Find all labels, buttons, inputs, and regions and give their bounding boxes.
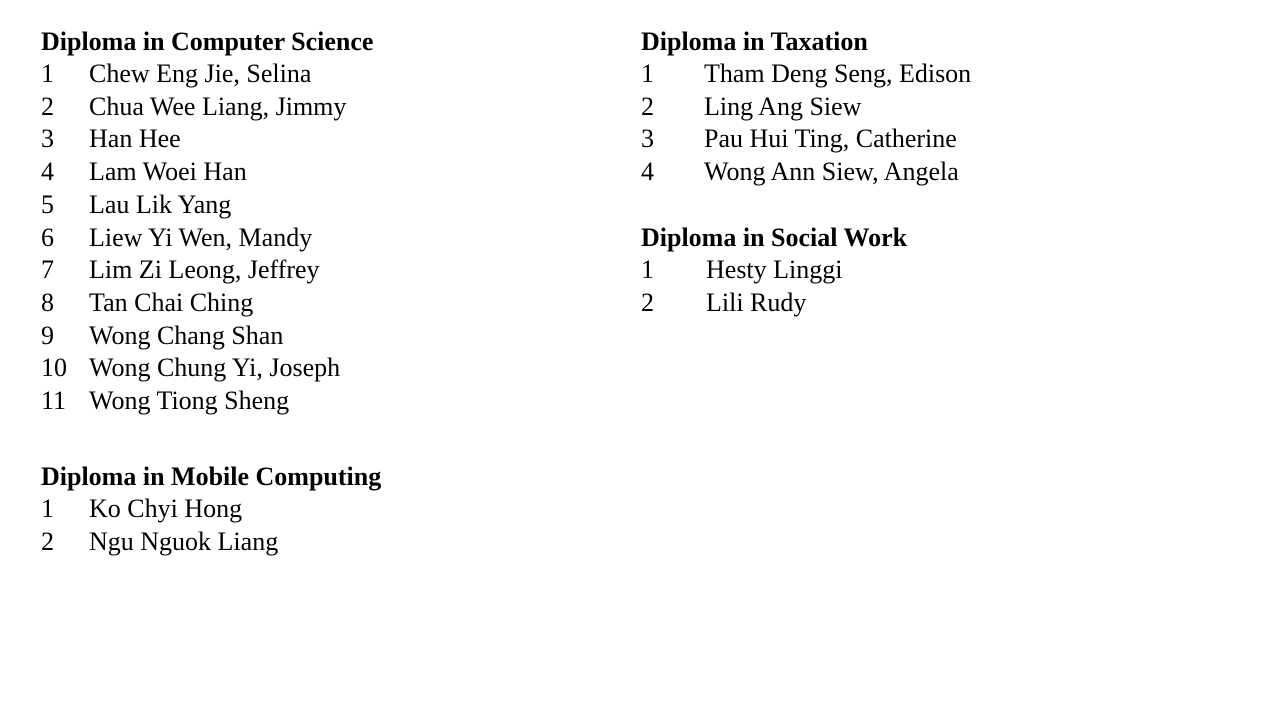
item-number: 2: [641, 91, 654, 121]
item-name: Lam Woei Han: [89, 157, 247, 187]
list-item: [41, 156, 373, 189]
item-number: 3: [41, 124, 54, 154]
item-number: 8: [41, 287, 54, 317]
item-number: 1: [41, 494, 54, 523]
section-social-work: [641, 221, 907, 319]
section-title: Diploma in Taxation: [641, 27, 868, 56]
item-name: Lili Rudy: [706, 287, 807, 317]
list-item: [41, 526, 381, 559]
item-name: Ngu Nguok Liang: [89, 526, 279, 556]
item-name: Chew Eng Jie, Selina: [89, 59, 312, 88]
item-name: Wong Tiong Sheng: [89, 386, 290, 416]
item-number: 1: [641, 255, 654, 284]
section-computer-science: [41, 25, 373, 418]
list-item: [641, 254, 907, 287]
list-item: [41, 352, 373, 385]
list-item: [41, 58, 373, 91]
item-number: 5: [41, 189, 54, 219]
item-number: 7: [41, 255, 54, 285]
item-name: Ko Chyi Hong: [89, 494, 243, 523]
item-name: Han Hee: [89, 124, 181, 154]
list-item: [41, 222, 373, 255]
section-mobile-computing: [41, 460, 381, 558]
item-name: Wong Ann Siew, Angela: [704, 157, 959, 187]
list-item: [41, 493, 381, 526]
section-title: Diploma in Computer Science: [41, 27, 374, 56]
item-name: Lau Lik Yang: [89, 189, 232, 219]
list-item: [41, 287, 373, 320]
list-item: [41, 320, 373, 353]
item-name: Wong Chung Yi, Joseph: [89, 353, 341, 383]
item-number: 3: [641, 124, 654, 154]
item-number: 2: [41, 526, 54, 556]
list-item: [41, 123, 373, 156]
item-number: 2: [641, 287, 654, 317]
item-number: 6: [41, 222, 54, 252]
item-name: Ling Ang Siew: [704, 91, 862, 121]
item-name: Wong Chang Shan: [89, 320, 284, 350]
item-name: Liew Yi Wen, Mandy: [89, 222, 313, 252]
list-item: [41, 189, 373, 222]
list-item: [41, 91, 373, 124]
list-item: [41, 385, 373, 418]
item-number: 1: [641, 59, 654, 88]
section-title: Diploma in Mobile Computing: [41, 462, 382, 491]
item-name: Hesty Linggi: [706, 255, 843, 284]
item-name: Chua Wee Liang, Jimmy: [89, 91, 347, 121]
name-list: [641, 254, 907, 319]
section-title: Diploma in Social Work: [641, 223, 908, 252]
item-name: Pau Hui Ting, Catherine: [704, 124, 957, 154]
list-item: [641, 58, 971, 91]
name-list: [641, 58, 971, 189]
item-name: Tham Deng Seng, Edison: [704, 59, 972, 88]
list-item: [641, 156, 971, 189]
item-name: Lim Zi Leong, Jeffrey: [89, 255, 320, 285]
name-list: [41, 493, 381, 558]
item-number: 9: [41, 320, 54, 350]
item-number: 4: [641, 157, 654, 187]
list-item: [641, 287, 907, 320]
list-item: [641, 91, 971, 124]
list-item: [641, 123, 971, 156]
section-taxation: [641, 25, 971, 189]
item-number: 1: [41, 59, 54, 88]
name-list: [41, 58, 373, 418]
list-item: [41, 254, 373, 287]
item-name: Tan Chai Ching: [89, 287, 254, 317]
item-number: 2: [41, 91, 54, 121]
item-number: 11: [41, 386, 67, 416]
item-number: 10: [41, 353, 67, 383]
item-number: 4: [41, 157, 54, 187]
